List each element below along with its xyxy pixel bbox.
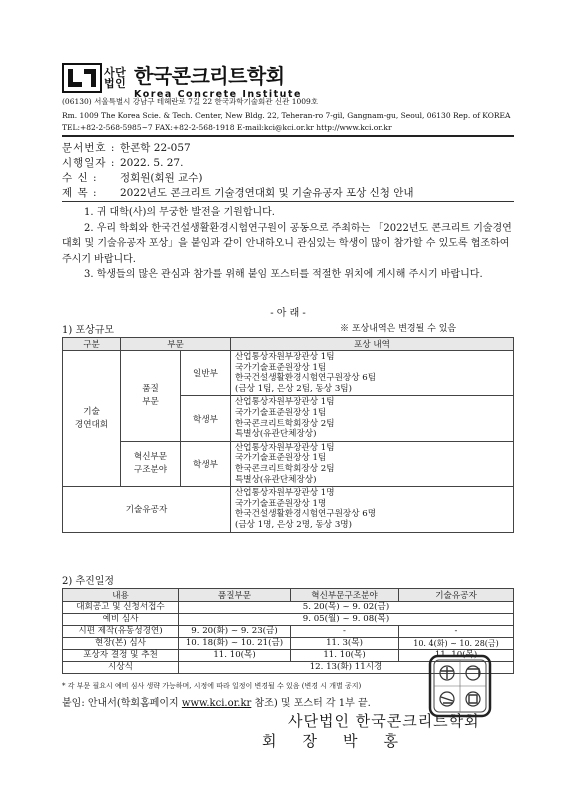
meta-divider (62, 201, 514, 202)
awards-quality-student: 산업통상자원부장관상 1팀 국가기술표준원장상 1팀 한국콘크리트학회장상 2팀 특별상(유관단체장상) (231, 396, 514, 441)
schedule-header-merit: 기술유공자 (399, 589, 514, 602)
division-quality: 품질 부문 (121, 351, 181, 442)
table-header-row (63, 338, 514, 351)
sub-student-2: 학생부 (181, 441, 231, 486)
category-contest: 기술 경연대회 (63, 351, 121, 487)
header-awards: 포상 내역 (231, 338, 514, 351)
official-seal (427, 653, 493, 719)
signature-org: 사단법인 한국콘크리트학회 (288, 712, 480, 730)
table-row (63, 441, 514, 486)
section1-title: 1) 포상규모 (62, 325, 115, 336)
below-heading: - 아 래 - (270, 308, 306, 319)
address-en: Rm. 1009 The Korea Scie. & Tech. Center, New Bldg. 22, Teheran-ro 7-gil, Gangnam-gu, Seoul, 06130 Rep. of KOREA (62, 111, 511, 120)
doc-number: 문서번호 : 한콘학 22-057 (62, 142, 191, 154)
awards-quality-general: 산업통상자원부장관상 1팀 국가기술표준원장상 1팀 한국건설생활환경시험연구원장상 6팀 (금상 1팀, 은상 2팀, 동상 3팀) (231, 351, 514, 396)
paragraph-1: 1. 귀 대학(사)의 무궁한 발전을 기원합니다. (84, 207, 275, 218)
body-text (62, 205, 514, 283)
table-row: 현장(본) 심사 10. 18(화) ~ 10. 21(금) 11. 3(목) 10. 4(화) ~ 10. 28(금) (63, 638, 514, 650)
table-row (63, 487, 514, 532)
schedule-footnote: * 각 부문 필요시 예비 심사 생략 가능하며, 시정에 따라 일정이 변경될 수 있음 (변경 시 개별 공지) (62, 682, 362, 690)
table-row: 예비 심사 9. 05(월) ~ 9. 08(목) (63, 614, 514, 626)
section1-note: ※ 포상내역은 변경될 수 있음 (340, 324, 457, 334)
signature-title: 회장박홍 (262, 732, 424, 750)
contact-line: TEL:+82-2-568-5985~7 FAX:+82-2-568-1918 E-mail:kci@kci.or.kr http://www.kci.or.kr (62, 123, 392, 132)
org-type: 사단법인 (104, 66, 127, 90)
awards-merit: 산업통상자원부장관상 1명 국가기술표준원장상 1명 한국건설생활환경시험연구원장상 6명 (금상 1명, 은상 2명, 동상 3명) (231, 487, 514, 532)
schedule-header-content: 내용 (63, 589, 179, 602)
recipient: 수 신 : 정회원(회원 교수) (62, 172, 203, 184)
paragraph-3: 3. 학생들의 많은 관심과 참가를 위해 붙임 포스터를 적절한 위치에 게시해 주시기 바랍니다. (84, 269, 483, 280)
org-title-block (104, 60, 304, 100)
table-row: 시상식 12. 13(화) 11시경 (63, 662, 514, 674)
org-name-kr: 한국콘크리트학회 (134, 64, 285, 88)
awards-innovation-student: 산업통상자원부장관상 1팀 국가기술표준원장상 1팀 한국콘크리트학회장상 2팀 특별상(유관단체장상) (231, 441, 514, 486)
division-innovation: 혁신부문 구조분야 (121, 441, 181, 486)
header-divider (62, 135, 514, 137)
sub-student: 학생부 (181, 396, 231, 441)
subject: 제 목 : 2022년도 콘크리트 기술경연대회 및 기술유공자 포상 신청 안내 (62, 187, 414, 199)
sub-general: 일반부 (181, 351, 231, 396)
issue-date: 시행일자 : 2022. 5. 27. (62, 157, 184, 169)
org-name-en: Korea Concrete Institute (134, 89, 302, 100)
table-row: 시편 제작(유동성경연) 9. 20(화) ~ 9. 23(금) - - (63, 626, 514, 638)
schedule-header-quality: 품질부문 (179, 589, 291, 602)
header-division: 부문 (121, 338, 231, 351)
homepage-link[interactable]: www.kci.or.kr (181, 698, 252, 709)
attachment-line: 붙임: 안내서(학회홈페이지 www.kci.or.kr 참조) 및 포스터 각 1부 끝. (62, 698, 371, 709)
table-row: 포상자 결정 및 추천 11. 10(목) 11. 10(목) 11. 10(목) (63, 650, 514, 662)
seal-stamp-icon (427, 653, 493, 719)
address-kr: (06130) 서울특별시 강남구 테헤란로 7길 22 한국과학기술회관 신관 1009호 (62, 97, 319, 106)
paragraph-2: 2. 우리 학회와 한국건설생활환경시험연구원이 공동으로 주최하는 「2022년도 콘크리트 기술경연대회 및 기술유공자 포상」을 붙임과 같이 안내하오니 관심있는 학생이 많이 참가할 수 있도록 협조하여 주시기 바랍니다. (62, 222, 512, 265)
section2-title: 2) 추진일정 (62, 576, 115, 587)
kci-logo-icon (62, 62, 102, 94)
table-header-row (63, 589, 514, 602)
table-row (63, 351, 514, 396)
category-merit: 기술유공자 (63, 487, 231, 532)
award-table (62, 337, 514, 533)
schedule-header-innovation: 혁신부문구조분야 (291, 589, 399, 602)
header-category: 구분 (63, 338, 121, 351)
table-row: 대회공고 및 신청서접수 5. 20(목) ~ 9. 02(금) (63, 602, 514, 614)
